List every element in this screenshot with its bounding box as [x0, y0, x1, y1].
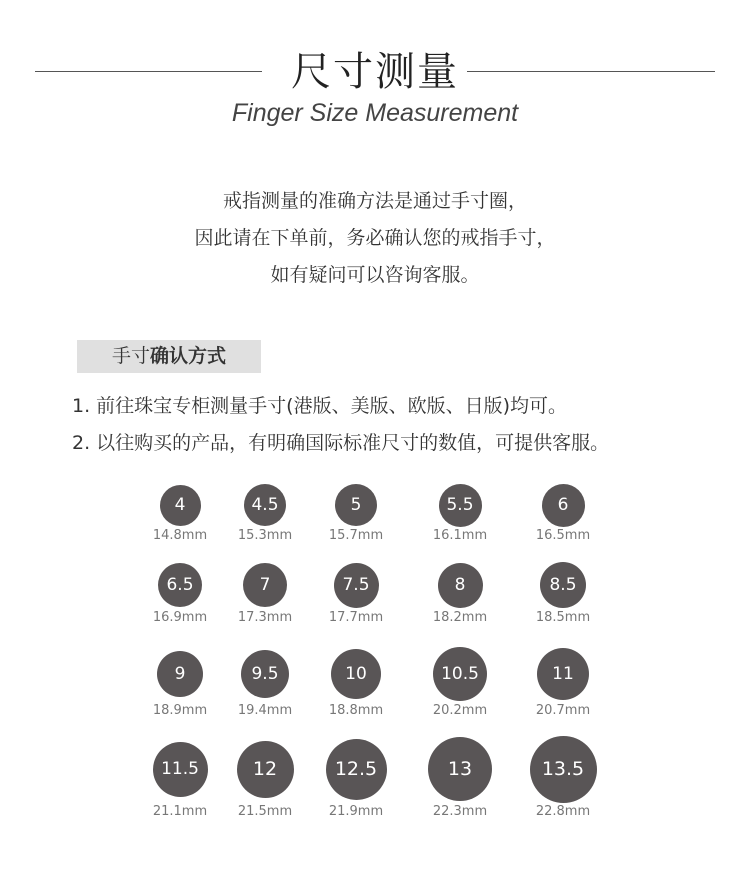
size-circle: 13 [428, 737, 492, 801]
size-mm-label: 18.5mm [535, 610, 591, 625]
size-mm-label: 16.9mm [152, 610, 208, 625]
size-circle: 8.5 [540, 562, 586, 608]
size-circle: 6.5 [158, 563, 202, 607]
size-mm-label: 15.3mm [237, 528, 293, 543]
size-circle: 6 [542, 484, 585, 527]
size-circle: 5 [335, 484, 377, 526]
size-circle: 13.5 [530, 736, 597, 803]
size-circle: 11 [537, 648, 589, 700]
size-mm-label: 18.9mm [152, 703, 208, 718]
size-circle: 5.5 [439, 484, 482, 527]
size-mm-label: 22.8mm [535, 804, 591, 819]
size-circle: 9.5 [241, 650, 289, 698]
intro-line: 因此请在下单前，务必确认您的戒指手寸， [194, 227, 556, 249]
size-mm-label: 22.3mm [432, 804, 488, 819]
intro-line: 戒指测量的准确方法是通过手寸圈， [222, 190, 527, 212]
size-mm-label: 15.7mm [328, 528, 384, 543]
intro-line: 如有疑问可以咨询客服。 [270, 264, 480, 286]
size-circle: 7.5 [334, 563, 379, 608]
size-mm-label: 17.3mm [237, 610, 293, 625]
list-item: 2. 以往购买的产品，有明确国际标准尺寸的数值，可提供客服。 [72, 432, 610, 454]
size-circle: 4 [160, 485, 201, 526]
size-mm-label: 21.9mm [328, 804, 384, 819]
page-title: 尺寸测量 [291, 49, 459, 95]
section-label-plain: 手寸 [111, 345, 150, 367]
size-mm-label: 20.7mm [535, 703, 591, 718]
size-mm-label: 18.8mm [328, 703, 384, 718]
size-circle: 12.5 [326, 739, 387, 800]
size-circle: 8 [438, 563, 483, 608]
size-mm-label: 16.1mm [432, 528, 488, 543]
size-mm-label: 21.1mm [152, 804, 208, 819]
size-mm-label: 17.7mm [328, 610, 384, 625]
size-circle: 10.5 [433, 647, 487, 701]
size-mm-label: 16.5mm [535, 528, 591, 543]
size-circle: 9 [157, 651, 203, 697]
section-label-bold: 确认方式 [150, 345, 227, 367]
confirm-methods-list [72, 388, 609, 462]
size-mm-label: 20.2mm [432, 703, 488, 718]
size-circle: 7 [243, 563, 287, 607]
size-mm-label: 18.2mm [432, 610, 488, 625]
section-label [77, 340, 261, 373]
size-mm-label: 14.8mm [152, 528, 208, 543]
page-header [0, 0, 750, 140]
title-rule-right [467, 71, 715, 72]
size-circle: 11.5 [153, 742, 208, 797]
size-circle: 10 [331, 649, 381, 699]
size-mm-label: 19.4mm [237, 703, 293, 718]
intro-text [0, 183, 750, 294]
page-subtitle: Finger Size Measurement [231, 99, 519, 127]
list-item: 1. 前往珠宝专柜测量手寸(港版、美版、欧版、日版)均可。 [72, 395, 567, 417]
size-mm-label: 21.5mm [237, 804, 293, 819]
size-circle: 12 [237, 741, 294, 798]
size-circle: 4.5 [244, 484, 286, 526]
